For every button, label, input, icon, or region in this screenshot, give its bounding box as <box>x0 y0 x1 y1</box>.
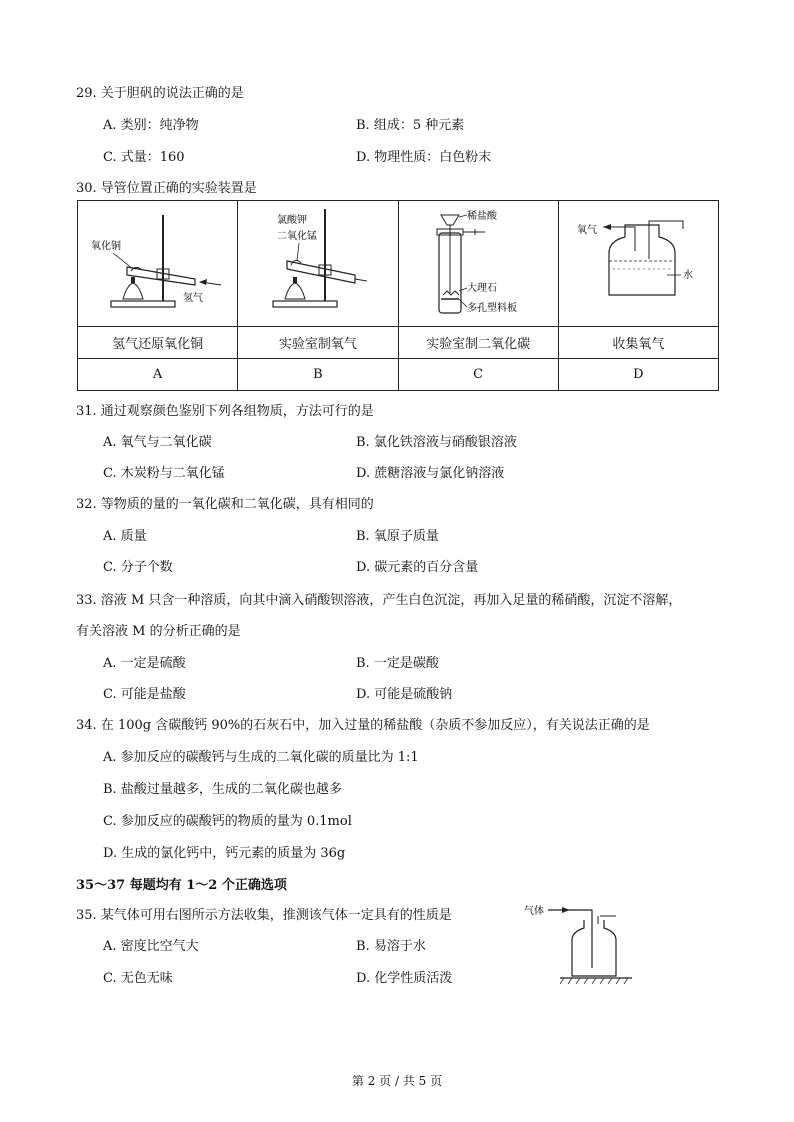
q29-option-d: D. 物理性质：白色粉末 <box>356 150 492 165</box>
label-plate: 多孔塑料板 <box>467 302 518 314</box>
q34-option-b: B. 盐酸过量越多，生成的二氧化碳也越多 <box>103 782 342 797</box>
q35-option-b: B. 易溶于水 <box>356 939 426 954</box>
q35-option-a: A. 密度比空气大 <box>103 939 199 954</box>
apparatus-name-d: 收集氧气 <box>558 327 718 359</box>
q33-option-c: C. 可能是盐酸 <box>103 687 186 702</box>
q32-option-a: A. 质量 <box>103 529 147 544</box>
apparatus-letter-d: D <box>558 359 718 391</box>
apparatus-b-diagram <box>243 203 393 321</box>
apparatus-b-cell <box>238 201 398 327</box>
q31-option-a: A. 氧气与二氧化碳 <box>103 435 212 450</box>
q34-option-c: C. 参加反应的碳酸钙的物质的量为 0.1mol <box>103 814 352 829</box>
apparatus-c-cell <box>398 201 558 327</box>
q33-option-d: D. 可能是硫酸钠 <box>356 687 453 702</box>
q31-stem: 31. 通过观察颜色鉴别下列各组物质，方法可行的是 <box>76 404 374 419</box>
q31-option-b: B. 氯化铁溶液与硝酸银溶液 <box>356 435 517 450</box>
label-cuo: 氧化铜 <box>90 240 121 252</box>
apparatus-letter-b: B <box>238 359 398 391</box>
apparatus-table <box>77 200 719 391</box>
q34-option-a: A. 参加反应的碳酸钙与生成的二氧化碳的质量比为 1:1 <box>103 750 419 765</box>
q33-option-b: B. 一定是碳酸 <box>356 656 439 671</box>
apparatus-name-b: 实验室制氧气 <box>238 327 398 359</box>
apparatus-name-c: 实验室制二氧化碳 <box>398 327 558 359</box>
label-h2: 氢气 <box>182 292 203 304</box>
apparatus-a-diagram <box>83 203 233 321</box>
q34-option-d: D. 生成的氯化钙中，钙元素的质量为 36g <box>103 846 346 861</box>
label-caco3: 大理石 <box>467 282 498 294</box>
label-mno2: 二氧化锰 <box>276 230 317 242</box>
apparatus-d-diagram <box>563 203 713 321</box>
label-hcl: 稀盐酸 <box>467 210 498 222</box>
q32-stem: 32. 等物质的量的一氧化碳和二氧化碳，具有相同的 <box>76 497 374 512</box>
apparatus-c-diagram <box>403 203 553 321</box>
apparatus-name-a: 氢气还原氧化铜 <box>78 327 238 359</box>
section-note: 35～37 每题均有 1～2 个正确选项 <box>76 878 287 893</box>
label-kclo3: 氯酸钾 <box>276 214 307 226</box>
q30-stem: 30. 导管位置正确的实验装置是 <box>76 181 257 196</box>
q32-option-b: B. 氧原子质量 <box>356 529 439 544</box>
q35-stem: 35. 某气体可用右图所示方法收集，推测该气体一定具有的性质是 <box>76 908 452 923</box>
label-water: 水 <box>683 269 694 281</box>
q29-option-c: C. 式量：160 <box>103 150 185 165</box>
q29-option-b: B. 组成：5 种元素 <box>356 118 465 133</box>
label-gas: 气体 <box>524 906 544 917</box>
q31-option-d: D. 蔗糖溶液与氯化钠溶液 <box>356 466 505 481</box>
q35-option-d: D. 化学性质活泼 <box>356 971 453 986</box>
q32-option-c: C. 分子个数 <box>103 560 173 575</box>
q31-option-c: C. 木炭粉与二氧化锰 <box>103 466 225 481</box>
q34-stem: 34. 在 100g 含碳酸钙 90%的石灰石中，加入过量的稀盐酸（杂质不参加反应），有关说法正确的是 <box>76 718 650 733</box>
gas-collection-figure <box>520 898 640 988</box>
q32-option-d: D. 碳元素的百分含量 <box>356 560 479 575</box>
q33-option-a: A. 一定是硫酸 <box>103 656 186 671</box>
label-o2: 氧气 <box>577 224 598 236</box>
apparatus-a-cell <box>78 201 238 327</box>
apparatus-letter-a: A <box>78 359 238 391</box>
q29-option-a: A. 类别：纯净物 <box>103 118 199 133</box>
page-footer: 第 2 页 / 共 5 页 <box>351 1074 443 1088</box>
q33-stem-line1: 33. 溶液 M 只含一种溶质，向其中滴入硝酸钡溶液，产生白色沉淀，再加入足量的稀硝酸，沉淀不溶解， <box>76 593 682 608</box>
q33-stem-line2: 有关溶液 M 的分析正确的是 <box>76 624 241 639</box>
apparatus-letter-c: C <box>398 359 558 391</box>
apparatus-d-cell <box>558 201 718 327</box>
q29-stem: 29. 关于胆矾的说法正确的是 <box>76 86 244 101</box>
q35-option-c: C. 无色无味 <box>103 971 173 986</box>
